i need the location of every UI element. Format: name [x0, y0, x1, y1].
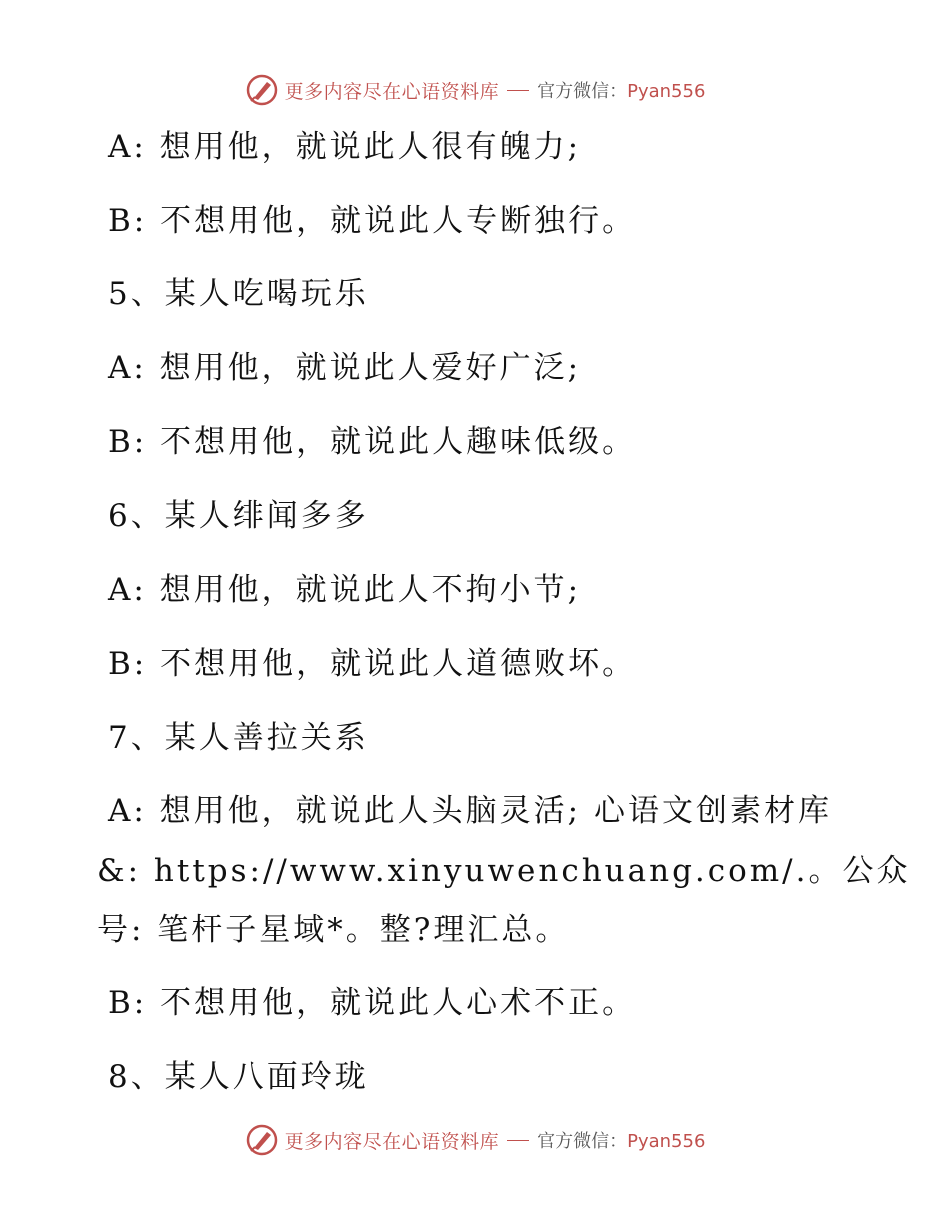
text-line: A: 想用他，就说此人头脑灵活; 心语文创素材库 — [108, 793, 832, 829]
text-line: &: https://www.xinyuwenchuang.com/.。公众 — [97, 853, 911, 889]
watermark-wechat-label: 官方微信： — [537, 81, 628, 102]
watermark-wechat-id: Pyan556 — [627, 81, 706, 102]
text-line: B: 不想用他，就说此人心术不正。 — [108, 985, 637, 1021]
text-line: 8、某人八面玲珑 — [108, 1059, 369, 1095]
header-watermark — [0, 70, 950, 110]
text-line: A: 想用他，就说此人不拘小节; — [108, 572, 582, 608]
text-line: B: 不想用他，就说此人趣味低级。 — [108, 424, 637, 460]
text-line: B: 不想用他，就说此人道德败坏。 — [108, 646, 637, 682]
text-line: A: 想用他，就说此人很有魄力; — [108, 129, 582, 165]
watermark-wechat-label: 官方微信： — [537, 1131, 628, 1152]
text-line: B: 不想用他，就说此人专断独行。 — [108, 203, 637, 239]
watermark-site-text: 更多内容尽在心语资料库 — [284, 80, 500, 103]
watermark-site-text: 更多内容尽在心语资料库 — [284, 1130, 500, 1153]
watermark-wechat — [537, 77, 705, 103]
watermark-dash — [507, 90, 529, 91]
watermark-wechat-id: Pyan556 — [627, 1131, 706, 1152]
footer-watermark — [0, 1120, 950, 1160]
text-line: 6、某人绯闻多多 — [108, 498, 369, 534]
text-line: 号: 笔杆子星域*。整?理汇总。 — [97, 912, 570, 948]
text-line: A: 想用他，就说此人爱好广泛; — [108, 350, 582, 386]
pen-logo-icon — [245, 1123, 279, 1157]
watermark-wechat — [537, 1127, 705, 1153]
pen-logo-icon — [245, 73, 279, 107]
text-line: 5、某人吃喝玩乐 — [108, 276, 369, 312]
watermark-dash — [507, 1140, 529, 1141]
text-line: 7、某人善拉关系 — [108, 720, 369, 756]
